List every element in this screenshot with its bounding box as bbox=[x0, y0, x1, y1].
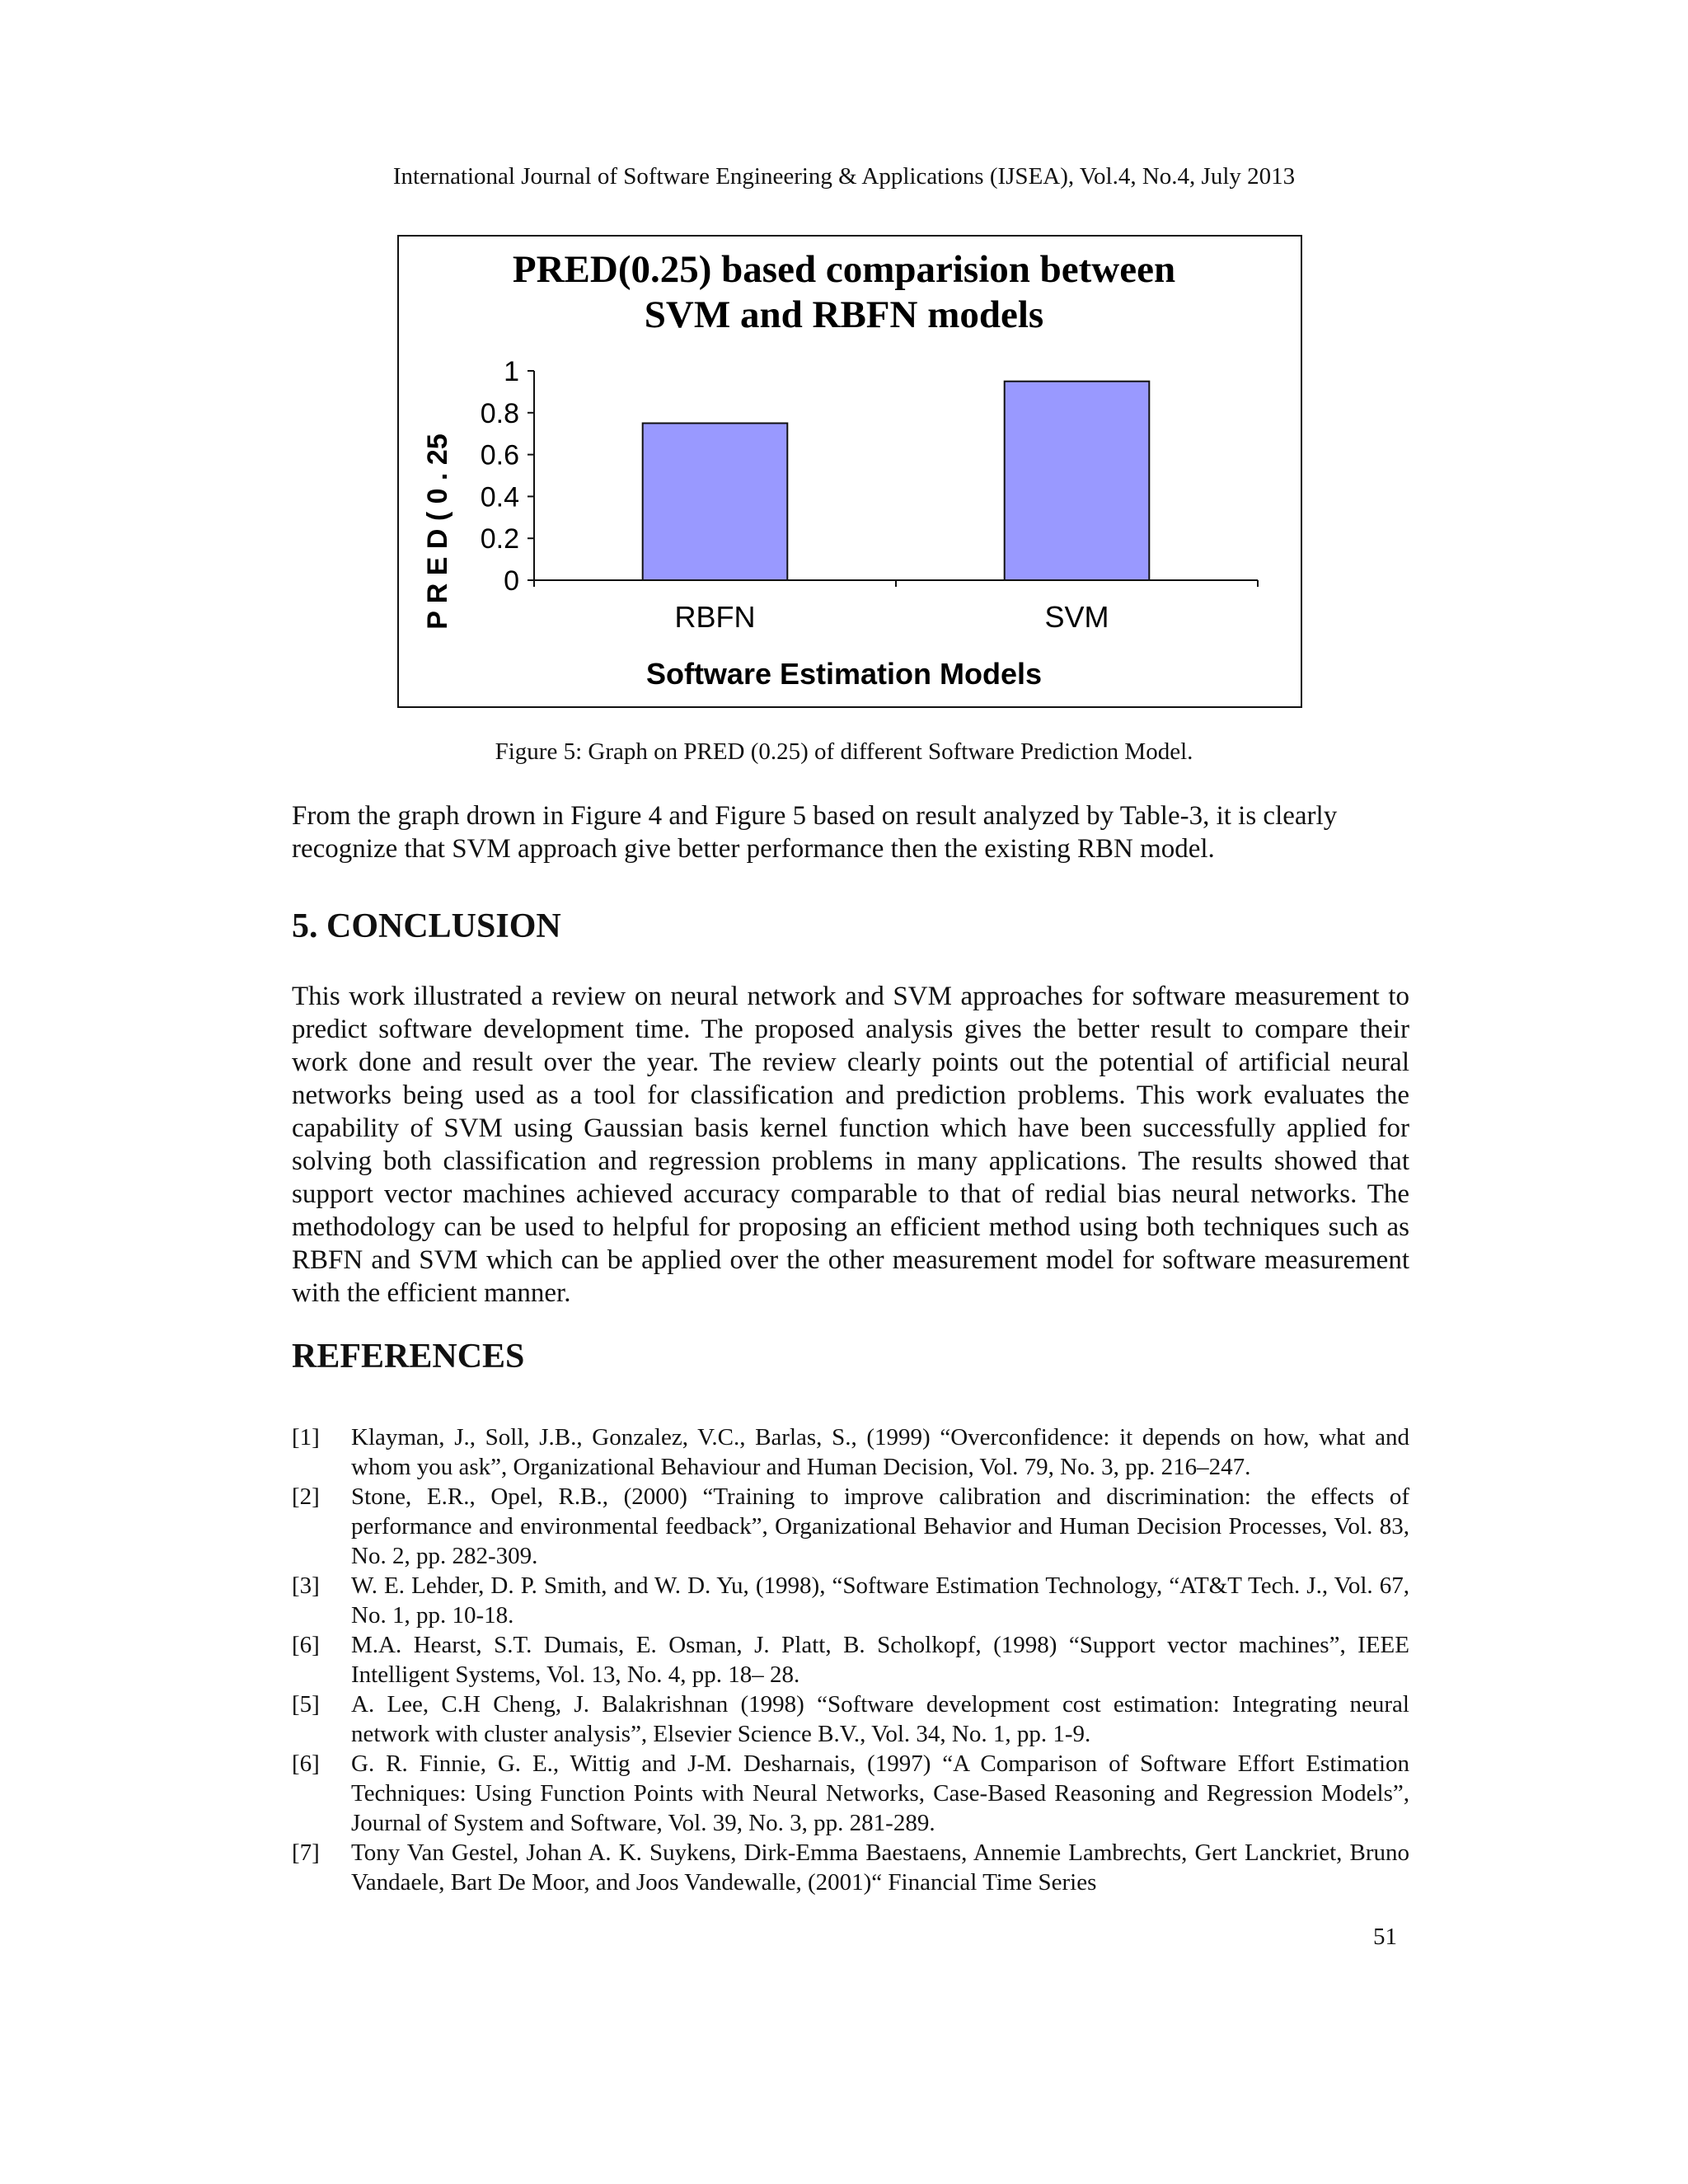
chart-title-line-2: SVM and RBFN models bbox=[644, 293, 1044, 336]
reference-number: [2] bbox=[292, 1483, 320, 1510]
reference-number: [6] bbox=[292, 1750, 320, 1777]
x-tick-label: RBFN bbox=[674, 600, 756, 634]
results-paragraph: From the graph drown in Figure 4 and Figure 5 based on result analyzed by Table-3, it is clearly recognize that SVM approach give better performance then the existing RBN model. bbox=[292, 801, 1338, 864]
y-tick-label: 0.2 bbox=[480, 523, 519, 555]
reference-number: [7] bbox=[292, 1840, 320, 1866]
y-tick-label: 0.8 bbox=[480, 397, 519, 429]
reference-item bbox=[292, 1630, 1409, 1690]
reference-item bbox=[292, 1838, 1409, 1897]
reference-text: G. R. Finnie, G. E., Wittig and J-M. Desharnais, (1997) “A Comparison of Software Effort Estimation Techniques: Using Function Points with Neural Networks, Case-Based Reasoning and Regression Models”, Journal of System and Software, Vol. 39, No. 3, pp. 281-289. bbox=[351, 1750, 1409, 1836]
y-tick-label: 0.4 bbox=[480, 481, 519, 513]
reference-text: A. Lee, C.H Cheng, J. Balakrishnan (1998) “Software development cost estimation: Integrating neural network with cluster analysis”, Elsevier Science B.V., Vol. 34, No. 1, pp. 1-9. bbox=[351, 1691, 1409, 1747]
y-tick-label: 1 bbox=[504, 356, 519, 387]
page-number: 51 bbox=[1373, 1924, 1397, 1950]
bar-rbfn bbox=[643, 424, 788, 581]
reference-text: Stone, E.R., Opel, R.B., (2000) “Training to improve calibration and discrimination: the effects of performance and environmental feedback”, Organizational Behavior and Human Decision Processes, Vol. 83, No. 2, pp. 282-309. bbox=[351, 1483, 1409, 1569]
reference-text: Tony Van Gestel, Johan A. K. Suykens, Dirk-Emma Baestaens, Annemie Lambrechts, Gert Lanckriet, Bruno Vandaele, Bart De Moor, and Joos Vandewalle, (2001)“ Financial Time Series bbox=[351, 1840, 1409, 1896]
references-heading: REFERENCES bbox=[292, 1338, 525, 1376]
chart-title-line-1: PRED(0.25) based comparision between bbox=[512, 248, 1176, 291]
bar-chart bbox=[399, 237, 1301, 706]
y-tick-label: 0 bbox=[504, 565, 519, 597]
reference-item bbox=[292, 1482, 1409, 1571]
reference-item bbox=[292, 1749, 1409, 1838]
figure-caption: Figure 5: Graph on PRED (0.25) of different Software Prediction Model. bbox=[495, 738, 1193, 765]
chart-bars bbox=[643, 382, 1150, 634]
reference-number: [1] bbox=[292, 1424, 320, 1451]
reference-text: W. E. Lehder, D. P. Smith, and W. D. Yu, (1998), “Software Estimation Technology, “AT&T Tech. J., Vol. 67, No. 1, pp. 10-18. bbox=[351, 1572, 1409, 1629]
reference-item bbox=[292, 1571, 1409, 1630]
reference-text: Klayman, J., Soll, J.B., Gonzalez, V.C., Barlas, S., (1999) “Overconfidence: it depends on how, what and whom you ask”, Organizational Behaviour and Human Decision, Vol. 79, No. 3, pp. 216–247. bbox=[351, 1424, 1409, 1480]
x-tick-label: SVM bbox=[1044, 600, 1109, 634]
x-axis-label: Software Estimation Models bbox=[645, 657, 1043, 691]
y-tick-label: 0.6 bbox=[480, 439, 519, 471]
reference-item bbox=[292, 1690, 1409, 1749]
chart-frame bbox=[397, 235, 1302, 708]
conclusion-heading: 5. CONCLUSION bbox=[292, 907, 561, 945]
reference-item bbox=[292, 1422, 1409, 1482]
running-header: International Journal of Software Engineering & Applications (IJSEA), Vol.4, No.4, July 2013 bbox=[392, 163, 1296, 190]
conclusion-paragraph: This work illustrated a review on neural network and SVM approaches for software measurement to predict software development time. The proposed analysis gives the better result to compare their work done and result over the year. The review clearly points out the potential of artificial neural networks being used as a tool for classification and prediction problems. This work evaluates the capability of SVM using Gaussian basis kernel function which have been successfully applied for solving both classification and regression problems in many applications. The results showed that support vector machines achieved accuracy comparable to that of redial bias neural networks. The methodology can be used to helpful for proposing an efficient method using both techniques such as RBFN and SVM which can be applied over the other measurement model for software measurement with the efficient manner. bbox=[292, 982, 1409, 1308]
reference-text: M.A. Hearst, S.T. Dumais, E. Osman, J. Platt, B. Scholkopf, (1998) “Support vector machines”, IEEE Intelligent Systems, Vol. 13, No. 4, pp. 18– 28. bbox=[351, 1632, 1409, 1688]
references-list bbox=[292, 1422, 1409, 1897]
bar-svm bbox=[1005, 382, 1150, 580]
reference-number: [3] bbox=[292, 1572, 320, 1599]
reference-number: [5] bbox=[292, 1691, 320, 1718]
reference-number: [6] bbox=[292, 1632, 320, 1658]
y-axis-label: P R E D ( 0 . 25 bbox=[422, 434, 453, 630]
